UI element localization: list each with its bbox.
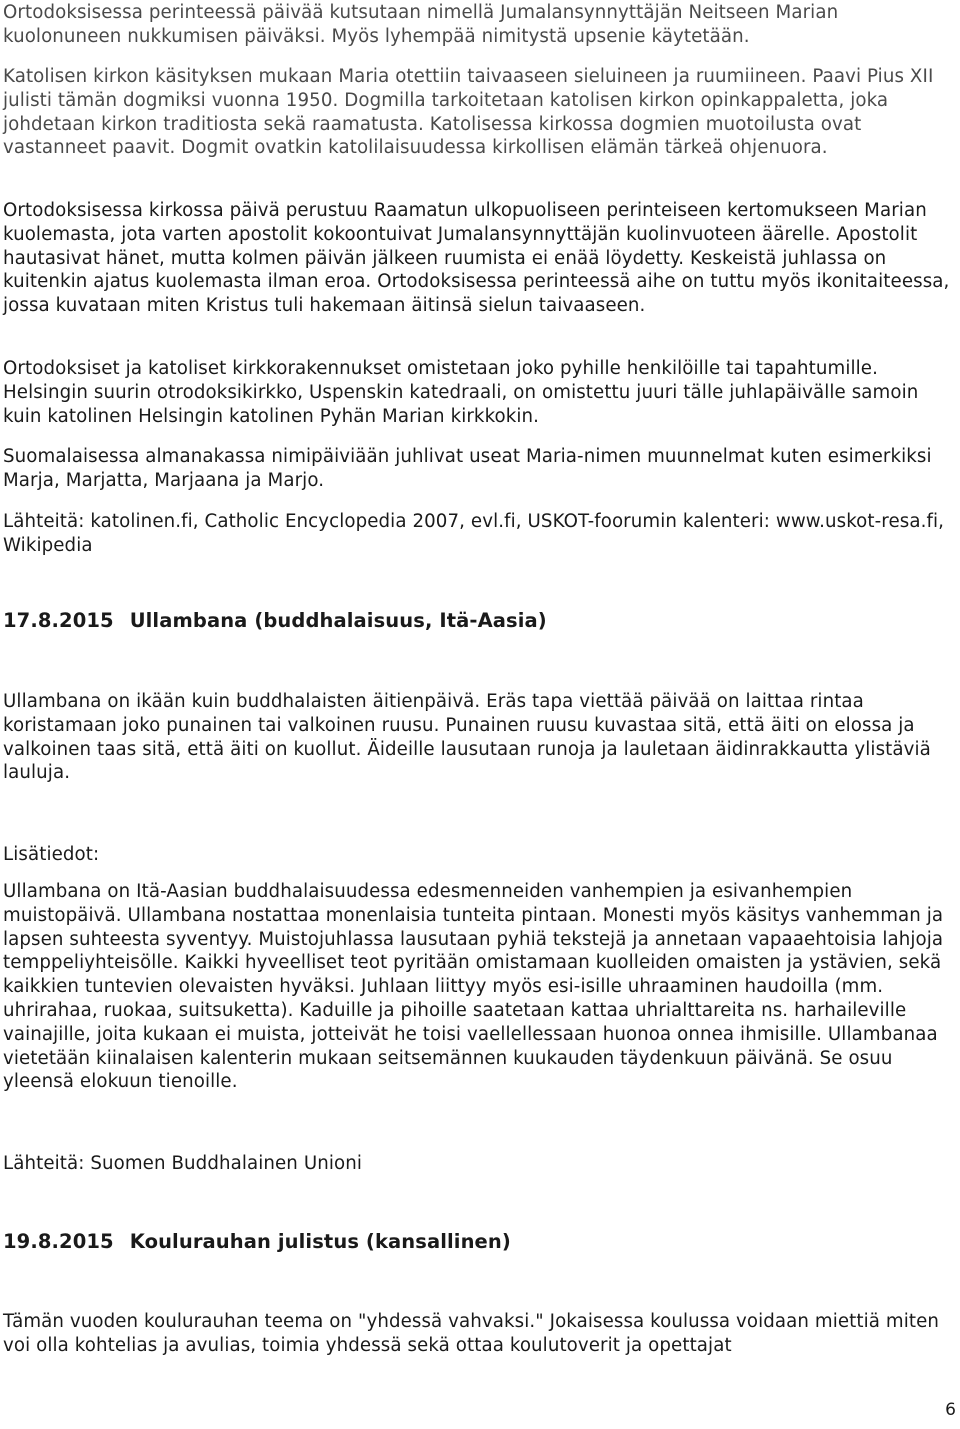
- page-number: 6: [945, 1400, 956, 1420]
- paragraph-koulurauha-intro: Tämän vuoden koulurauhan teema on "yhdessä vahvaksi." Jokaisessa koulussa voidaan miettiä miten voi olla kohtelias ja avulias, toimia yhdessä sekä ottaa koulutoverit ja opettajat: [3, 1311, 940, 1356]
- paragraph-ullambana-more: Ullambana on Itä-Aasian buddhalaisuudessa edesmenneiden vanhempien ja esivanhempien muistopäivä. Ullambana nostattaa monenlaisia tunteita pintaan. Monesti myös käsitys vanhemman ja lapsen suhteesta syventyy. Muistojuhlassa lausutaan pyhiä tekstejä ja annetaan vapaaehtoisia lahjoja temppeliyhteisölle. Kaikki hyveelliset teot pyritään omistamaan kuolleiden omaisten ja ystävien, sekä kaikkien tuntevien olevaisten hyväksi. Juhlaan liittyy myös esi-isille uhraaminen haudoilla (mm. uhrirahaa, ruokaa, suitsuketta). Kaduille ja pihoille saatetaan kattaa uhrialttareita ns. harhaileville vainajille, joita kukaan ei muista, jotteivät he toisi vaellellessaan huonoa onnea ihmisille. Ullambanaa vietetään kiinalaisen kalenterin mukaan seitsemännen kuukauden täydenkuun päivänä. Se osuu yleensä elokuun tienoille.: [3, 881, 944, 1093]
- paragraph-catholic-dogma: Katolisen kirkon käsityksen mukaan Maria otettiin taivaaseen sieluineen ja ruumiineen. Paavi Pius XII julisti tämän dogmiksi vuonna 1950. Dogmilla tarkoitetaan katolisen kirkon opinkappaletta, joka johdetaan kirkon traditiosta sekä raamatusta. Katolisessa kirkossa dogmien muotoilusta ovat vastanneet paavit. Dogmit ovatkin katolilaisuudessa kirkollisen elämän tärkeä ohjenuora.: [3, 66, 934, 159]
- paragraph-ullambana-sources: Lähteitä: Suomen Buddhalainen Unioni: [3, 1153, 363, 1174]
- paragraph-sources: Lähteitä: katolinen.fi, Catholic Encyclopedia 2007, evl.fi, USKOT-foorumin kalenteri: www.uskot-resa.fi, Wikipedia: [3, 511, 945, 556]
- paragraph-ortodox-name: Ortodoksisessa perinteessä päivää kutsutaan nimellä Jumalansynnyttäjän Neitseen Marian kuolonuneen nukkumisen päiväksi. Myös lyhempää nimitystä upsenie käytetään.: [3, 2, 839, 47]
- paragraph-ortodox-tradition: Ortodoksisessa kirkossa päivä perustuu Raamatun ulkopuoliseen perinteiseen kertomukseen Marian kuolemasta, jota varten apostolit kokoontuivat Jumalansynnyttäjän kuolinvuoteen äärelle. Apostolit hautasivat hänet, mutta kolmen päivän jälkeen ruumista ei enää löydetty. Keskeistä juhlassa on kuitenkin ajatus kuolemasta ilman eroa. Ortodoksisessa perinteessä aihe on tuttu myös ikonitaiteessa, jossa kuvataan miten Kristus tuli hakemaan äitinsä sielun taivaaseen.: [3, 200, 950, 317]
- heading-date: 19.8.2015: [3, 1230, 114, 1253]
- heading-title: Koulurauhan julistus (kansallinen): [129, 1230, 511, 1253]
- heading-title: Ullambana (buddhalaisuus, Itä-Aasia): [129, 609, 547, 632]
- heading-koulurauha: [3, 1230, 511, 1254]
- heading-ullambana: [3, 609, 547, 633]
- paragraph-name-days: Suomalaisessa almanakassa nimipäiviään juhlivat useat Maria-nimen muunnelmat kuten esimerkiksi Marja, Marjatta, Marjaana ja Marjo.: [3, 446, 932, 491]
- more-info-label: Lisätiedot:: [3, 844, 100, 865]
- paragraph-churches: Ortodoksiset ja katoliset kirkkorakennukset omistetaan joko pyhille henkilöille tai tapahtumille. Helsingin suurin otrodoksikirkko, Uspenskin katedraali, on omistettu juuri tälle juhlapäivälle samoin kuin katolinen Helsingin katolinen Pyhän Marian kirkkokin.: [3, 358, 919, 427]
- paragraph-ullambana-intro: Ullambana on ikään kuin buddhalaisten äitienpäivä. Eräs tapa viettää päivää on laittaa rintaa koristamaan joko punainen tai valkoinen ruusu. Punainen ruusu kuvastaa sitä, että äiti on elossa ja valkoinen taas sitä, että äiti on kuollut. Äideille lausutaan runoja ja lauletaan äidinrakkautta ylistäviä lauluja.: [3, 691, 931, 784]
- heading-date: 17.8.2015: [3, 609, 114, 632]
